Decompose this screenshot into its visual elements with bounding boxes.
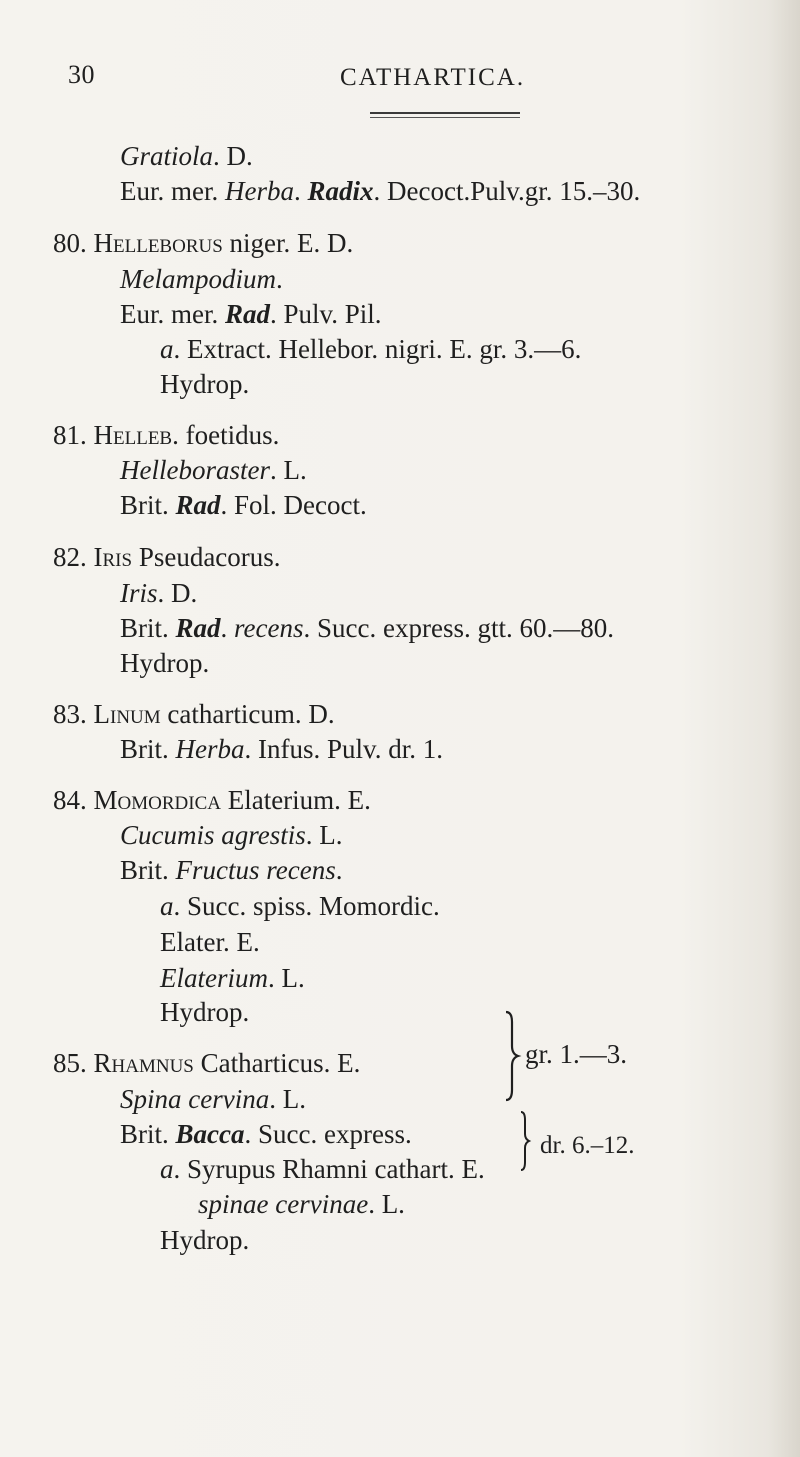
text-run: . Decoct.Pulv.gr. 15.–30. (373, 176, 641, 206)
text-run: . D. (157, 578, 198, 608)
text-run: Eur. mer. (120, 299, 225, 329)
text-run: Brit. (120, 855, 176, 885)
text-run: Hydrop. (160, 997, 250, 1027)
text-run: Rad (175, 490, 221, 520)
text-run: Iris (93, 542, 133, 572)
text-run: recens (234, 613, 304, 643)
text-run: Bacca (175, 1119, 245, 1149)
text-run: Fructus recens (175, 855, 336, 885)
text-run: . Fol. Decoct. (220, 490, 367, 520)
text-run: 81. (53, 420, 94, 450)
text-run: . Pulv. Pil. (270, 299, 382, 329)
text-run: Hydrop. (120, 648, 210, 678)
dose-rhamnus: dr. 6.–12. (540, 1132, 635, 1159)
text-run: Elater. E. (160, 927, 260, 957)
page-number: 30 (68, 60, 95, 89)
dose-momordica: gr. 1.—3. (525, 1039, 628, 1069)
text-run: Brit. (120, 490, 176, 520)
text-run: a (160, 891, 174, 921)
text-run: a (160, 334, 174, 364)
text-run: 85. (53, 1048, 94, 1078)
text-run: Brit. (120, 1119, 176, 1149)
text-run: Gratiola (120, 141, 214, 171)
text-run: Brit. (120, 613, 176, 643)
text-run: Iris (120, 578, 158, 608)
text-run: 82. (53, 542, 94, 572)
text-run: Elaterium. E. (220, 785, 371, 815)
text-run: 84. (53, 785, 94, 815)
text-run: Eur. mer. (120, 176, 225, 206)
text-run: Herba (175, 734, 245, 764)
text-run: . Extract. Hellebor. nigri. E. gr. 3.—6. (173, 334, 582, 364)
text-run: . (335, 855, 343, 885)
text-run: Melampodium (120, 264, 276, 294)
text-run: . (293, 176, 308, 206)
text-run: . Succ. express. gtt. 60.—80. (303, 613, 614, 643)
text-run: . (220, 613, 235, 643)
text-run: . (275, 264, 283, 294)
text-run: Helleborus (93, 228, 223, 258)
text-run: . L. (368, 1189, 405, 1219)
text-run: . L. (268, 963, 305, 993)
text-run: Hydrop. (160, 369, 250, 399)
text-run: Brit. (120, 734, 176, 764)
text-run: Rhamnus (93, 1048, 194, 1078)
text-run: 80. (53, 228, 94, 258)
running-head: CATHARTICA. (340, 64, 526, 91)
text-run: Elaterium (160, 963, 268, 993)
text-run: catharticum. D. (160, 699, 335, 729)
text-run: a (160, 1154, 174, 1184)
text-run: Helleboraster (120, 455, 270, 485)
text-run: 83. (53, 699, 94, 729)
text-run: . Succ. express. (244, 1119, 412, 1149)
text-run: Pseudacorus. (132, 542, 281, 572)
text-run: Linum (93, 699, 161, 729)
text-run: . L. (305, 820, 343, 850)
text-run: niger. E. D. (222, 228, 354, 258)
text-run: . Syrupus Rhamni cathart. E. (173, 1154, 485, 1184)
text-run: Hydrop. (160, 1225, 250, 1255)
text-run: Cucumis agrestis (120, 820, 306, 850)
text-run: . D. (213, 141, 253, 171)
text-run: . L. (269, 455, 307, 485)
text-run: Radix (307, 176, 374, 206)
text-run: . Succ. spiss. Momordic. (173, 891, 440, 921)
text-run: . Infus. Pulv. dr. 1. (244, 734, 444, 764)
text-run: Rad (175, 613, 221, 643)
text-run: spinae cervinae (198, 1189, 369, 1219)
text-run: Catharticus. E. (193, 1048, 361, 1078)
text-run: . L. (269, 1084, 306, 1114)
text-run: Rad (224, 299, 270, 329)
text-run: . foetidus. (172, 420, 280, 450)
text-run: Herba (224, 176, 294, 206)
text-run: Helleb (93, 420, 173, 450)
text-run: Spina cervina (120, 1084, 270, 1114)
text-run: Momordica (93, 785, 221, 815)
